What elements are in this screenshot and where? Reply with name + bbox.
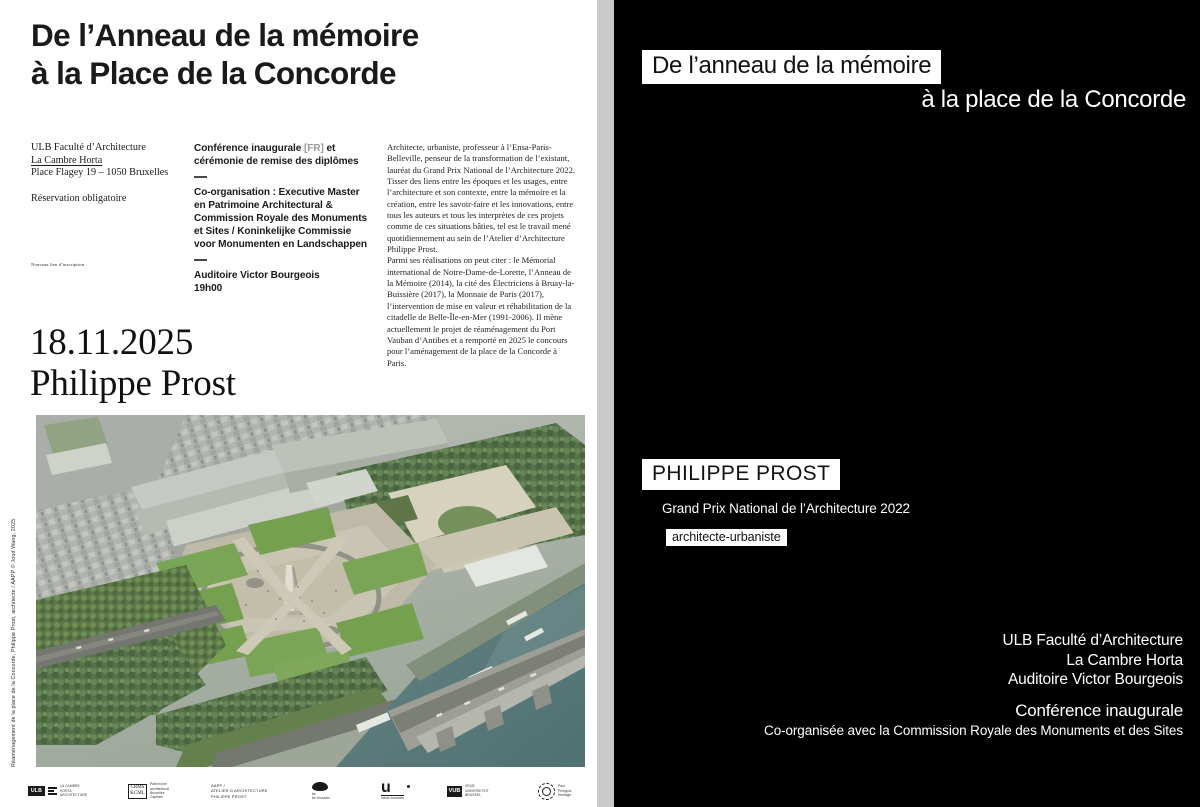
right-speaker-name [642,459,840,490]
ulb-logo [28,775,87,807]
speaker-name: Philippe Prost [30,363,236,404]
right-award-text: Grand Prix National de l’Architecture 2022 [662,501,910,516]
room-name: Auditoire Victor Bourgeois [194,269,320,281]
divider-rule-2 [194,259,207,261]
urban-brussels-logo [381,775,410,807]
registration-link-note[interactable]: Nouveau lien d’inscription [31,262,85,268]
urban-dot-icon [407,785,410,788]
right-venue-block [1003,631,1183,690]
cambre-horta-bars-icon [48,787,57,795]
aapp-text-line-1: AAPP / [211,782,225,788]
ulb-text-line-3: ARCHITECTURE [60,793,88,798]
heritage-circle-icon [538,783,555,800]
paul-philippot-logo [538,775,572,807]
vub-text-line-1: VRIJE [465,784,475,789]
event-heading-part2: et [323,143,336,154]
ulb-mark: ULB [28,786,45,796]
title-line-1: De l’Anneau de la mémoire [31,17,419,53]
event-time: 19h00 [194,282,223,294]
right-conference-title: Conférence inaugurale [1015,701,1183,720]
spacer [31,180,191,193]
right-conference-block [764,700,1183,740]
urban-brussels-mark [381,781,404,800]
brussels-text-line-2: be.brussels [312,796,330,800]
pp-text-line-2: Philippot [558,788,572,793]
room-and-time [194,269,384,295]
event-date: 18.11.2025 [30,322,194,363]
aerial-photo-illustration [36,415,585,767]
right-role [666,529,787,546]
brussels-iris-icon [312,782,330,801]
poster-title [31,16,551,92]
speaker-name-highlight: PHILIPPE PROST [642,459,840,490]
bio-paragraph-2: Parmi ses réalisations on peut citer : le Mémorial international de Notre-Dame-de-Lorette, l’Anneau de la Mémoire (2014), la cité des Électriciens à Bruay-la- Buissière (2017), la Monnaie de Paris (2017), l’intervention de mise en valeur et réhabilitation de la citadelle de Belle-Île-en-Mer (1991-2006). Il mène actuellement le projet de réaménagement du Port Vauban d’Antibes et a remporté en 2025 le concours pour l’aménagement de la place de la Concorde à Paris. [387,255,575,368]
coorg-line-3: Commission Royale des Monuments [194,212,368,224]
urban-u-letter: u [381,781,404,796]
photo-credit-vertical [11,415,36,767]
role-highlight: architecte-urbaniste [666,529,787,546]
aapp-text-line-2: ATELIER D’ARCHITECTURE [211,788,268,794]
vub-text-line-3: BRUSSEL [465,793,482,798]
right-title-line-2: à la place de la Concorde [921,86,1186,113]
coorg-line-1: Co-organisation : Executive Master [194,186,360,198]
crms-text-line-2: architectural [150,786,170,791]
vub-logo-text [465,784,489,797]
venue-line-1: ULB Faculté d’Architecture [31,142,146,153]
right-conference-sub: Co-organisée avec la Commission Royale des Monuments et des Sites [764,723,1183,738]
venue-address [31,142,191,180]
aapp-logo [211,775,268,807]
iris-shape [312,782,328,791]
ulb-logo-text [60,784,87,797]
column-event [194,142,384,295]
right-venue-line-3: Auditoire Victor Bourgeois [1007,671,1183,688]
event-heading-part1: Conférence inaugurale [194,143,304,154]
crms-mark-line-2: KCML [130,791,145,796]
venue-line-2: La Cambre Horta [31,154,103,166]
ulb-text-line-1: LA CAMBRE [60,784,80,789]
right-venue-line-2: La Cambre Horta [1066,651,1183,669]
ulb-text-line-2: HORTA [60,788,72,793]
brussels-logo [312,775,330,807]
photo-credit-text: Réaménagement de la place de la Concorde, Philippe Prost, architecte / AAPP © Joud Wang, 2025 [11,518,17,767]
title-line-2: à la Place de la Concorde [31,55,396,91]
right-poster-panel [614,0,1200,807]
venue-line-3: Place Flagey 19 – 1050 Bruxelles [31,167,169,179]
event-heading [194,142,384,168]
crms-text-line-3: Bruxelles [150,791,165,795]
coorg-line-2: en Patrimoine Architectural & [194,199,333,211]
event-heading-line2: cérémonie de remise des diplômes [194,156,359,168]
headline-block [30,322,236,404]
crms-mark [128,784,147,799]
co-organisation-block [194,186,384,251]
right-title-line-1 [642,50,941,84]
coorg-line-5: voor Monumenten en Landschappen [194,239,367,251]
bio-paragraph-1: Architecte, urbaniste, professeur à l’Ensa-Paris-Belleville, penseur de la transformation de l’existant, lauréat du Grand Prix National de l’Architecture 2022. Tisser des liens entre les époques et les usages, entre l’architecture et son contexte, entre la mémoire et la création, entre les savoir-faire et les innovations, entre tous les auteurs et tous les interprètes de ces projets comme de ces situations bâties, tel est le travail mené quotidiennement au sein de l’Atelier d’Architecture Philippe Prost. [387,142,576,255]
language-tag: [FR] [303,143,324,154]
brussels-logo-text [312,792,330,801]
aerial-photo [36,415,585,767]
aapp-text-line-3: PHILIPPE PROST [211,793,247,799]
reservation-note: Réservation obligatoire [31,192,127,204]
vub-logo [447,775,489,807]
divider-rule-1 [194,176,207,178]
brussels-text-line-1: be [312,791,316,796]
crms-logo [128,775,169,807]
crms-text-line-1: Patrimoine [150,782,167,787]
column-venue [31,142,191,268]
vub-text-line-2: UNIVERSITEIT [465,788,489,793]
right-venue-line-1: ULB Faculté d’Architecture [1002,632,1183,649]
crms-logo-text [150,782,169,800]
paul-philippot-text [558,784,572,797]
column-biography [387,142,576,369]
urban-brussels-text: urban.brussels [381,796,405,801]
pp-text-line-1: Paul [558,784,565,789]
right-title-highlight: De l’anneau de la mémoire [642,50,941,84]
pp-text-line-3: Heritage [558,793,572,798]
vub-mark: VUB [447,786,462,797]
logo-bar [0,775,597,807]
coorg-line-4: et Sites / Koninkelijke Commissie [194,226,352,238]
aapp-logo-text [211,783,268,799]
crms-mark-line-1: CRMS [130,785,145,791]
left-poster-panel [0,0,597,807]
crms-text-line-4: Capitale [150,795,163,800]
